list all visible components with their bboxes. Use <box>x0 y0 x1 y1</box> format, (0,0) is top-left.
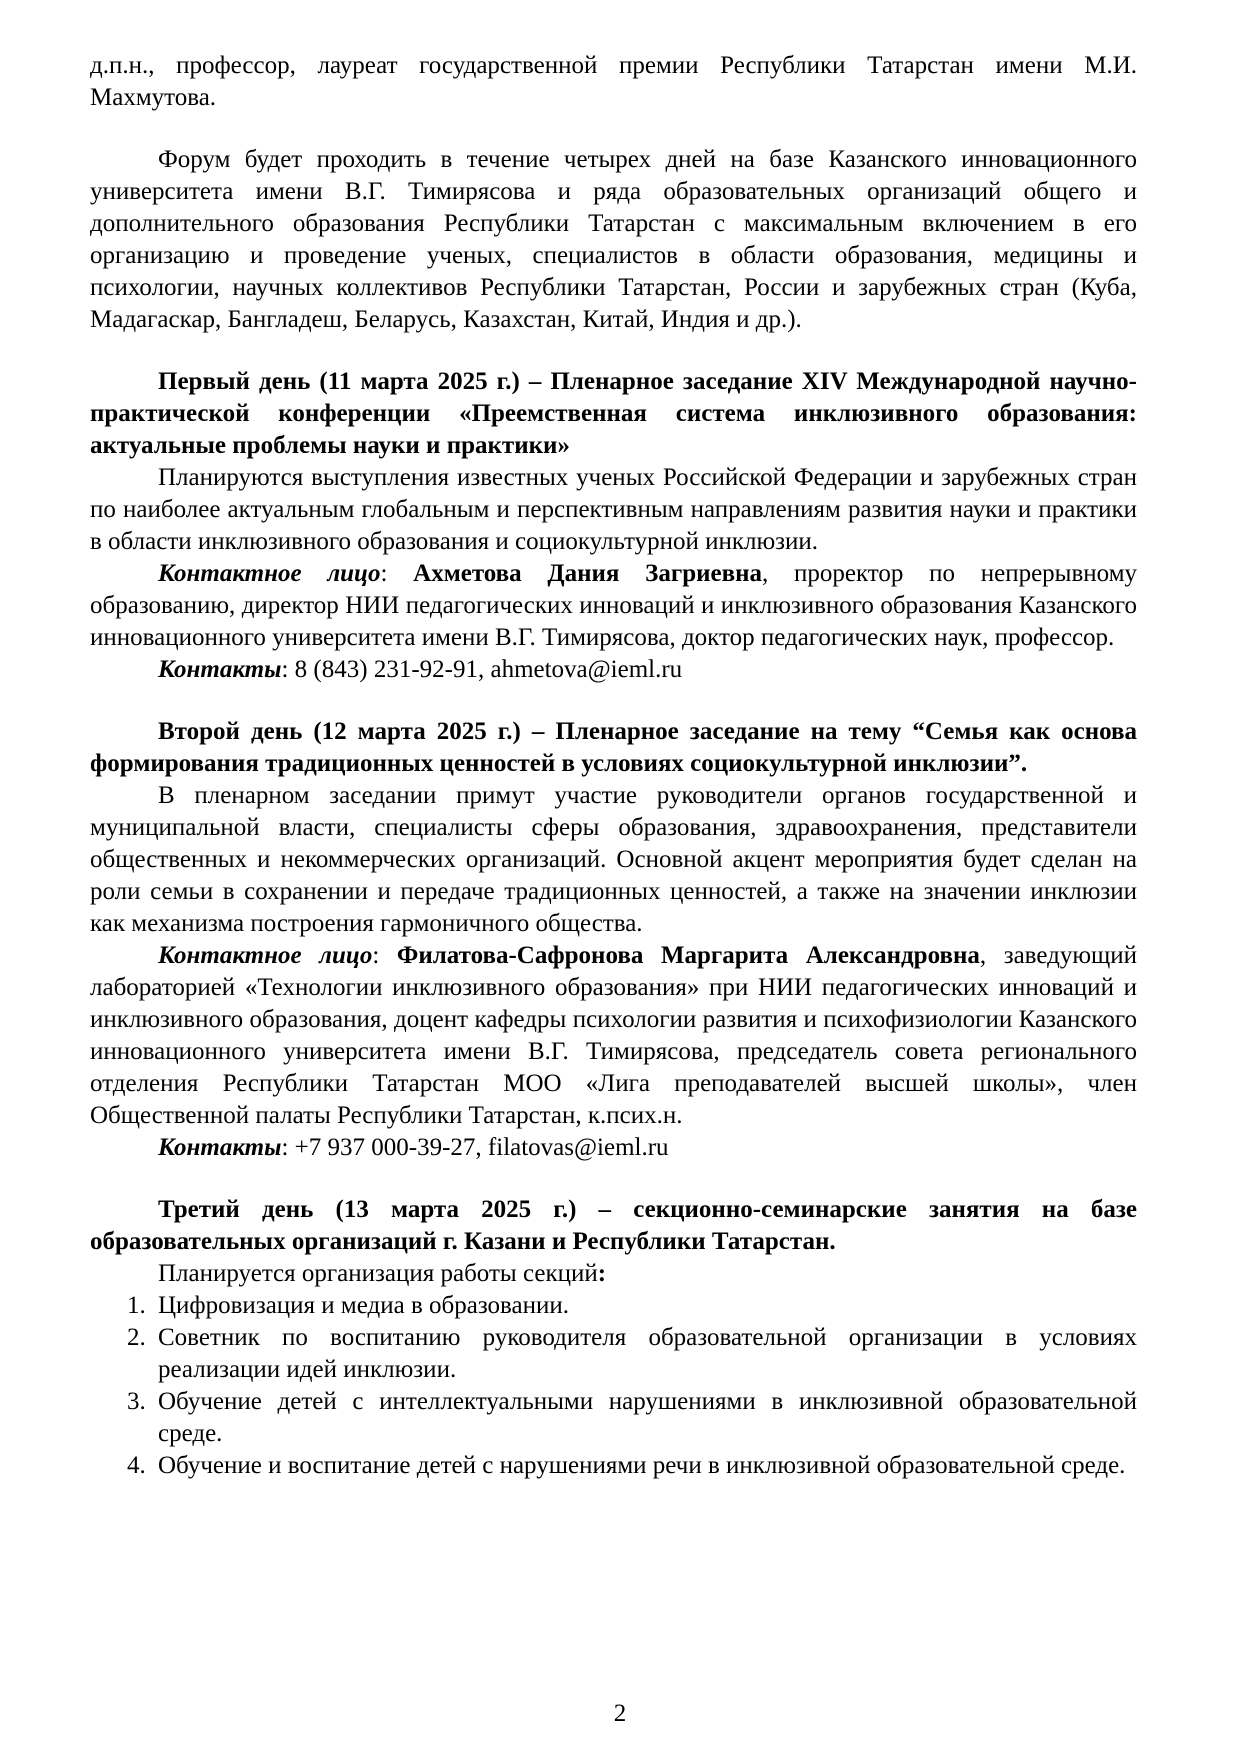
day1-contact-colon: : <box>380 560 414 587</box>
day1-heading: Первый день (11 марта 2025 г.) – Пленарное заседание XIV Международной научно-практической конференции «Преемственная система инклюзивного образования: актуальные проблемы науки и практики» <box>90 368 1137 459</box>
day1-contact-person-details: , проректор по непрерывному образованию, директор НИИ педагогических инноваций и инклюзивного образования Казанского инновационного университета имени В.Г. Тимирясова, доктор педагогических наук, профессор. <box>90 560 1138 651</box>
sections-list <box>90 1290 1137 1482</box>
day1-contacts-colon: : <box>281 656 295 683</box>
list-item-2 <box>90 1322 1137 1386</box>
day2-contacts-label: Контакты <box>158 1134 282 1161</box>
list-item-1-number: 1. <box>127 1292 146 1319</box>
day2-contacts-paragraph <box>90 1132 1137 1164</box>
day2-body-paragraph: В пленарном заседании примут участие руководители органов государственной и муниципальной власти, специалисты сферы образования, здравоохранения, представители общественных и некоммерческих организаций. Основной акцент мероприятия будет сделан на роли семьи в сохранении и передаче традиционных ценностей, а также на значении инклюзии как механизма построения гармоничного общества. <box>90 782 1137 937</box>
day2-contact-paragraph <box>90 940 1137 1132</box>
day1-contact-person-label: Контактное лицо <box>158 560 381 587</box>
day3-heading: Третий день (13 марта 2025 г.) – секционно-семинарские занятия на базе образовательных организаций г. Казани и Республики Татарстан. <box>90 1196 1137 1255</box>
day1-contact-paragraph <box>90 558 1137 654</box>
list-item-1-text: Цифровизация и медиа в образовании. <box>158 1292 570 1319</box>
page-number: 2 <box>613 1700 627 1727</box>
list-item-4-text: Обучение и воспитание детей с нарушениями речи в инклюзивной образовательной среде. <box>158 1452 1126 1479</box>
day1-contacts-label: Контакты <box>158 656 282 683</box>
day2-contacts-colon: : <box>281 1134 295 1161</box>
day3-plan-paragraph <box>90 1258 1137 1290</box>
day3-plan-label: Планируется организация работы секций <box>158 1260 598 1287</box>
list-item-3-number: 3. <box>127 1388 146 1415</box>
list-item-4 <box>90 1450 1137 1482</box>
day2-heading: Второй день (12 марта 2025 г.) – Пленарное заседание на тему “Семья как основа формирования традиционных ценностей в условиях социокультурной инклюзии”. <box>90 718 1137 777</box>
document-content <box>90 50 1137 1482</box>
list-item-3 <box>90 1386 1137 1450</box>
paragraph-forum-overview: Форум будет проходить в течение четырех дней на базе Казанского инновационного университета имени В.Г. Тимирясова и ряда образовательных организаций общего и дополнительного образования Республики Татарстан с максимальным включением в его организацию и проведение ученых, специалистов в области образования, медицины и психологии, научных коллективов Республики Татарстан, России и зарубежных стран (Куба, Мадагаскар, Бангладеш, Беларусь, Казахстан, Китай, Индия и др.). <box>90 146 1137 333</box>
day2-contact-person-label: Контактное лицо <box>158 942 373 969</box>
day1-contact-person-name: Ахметова Дания Загриевна <box>413 560 763 587</box>
list-item-2-text: Советник по воспитанию руководителя образовательной организации в условиях реализации идей инклюзии. <box>158 1324 1137 1383</box>
list-item-4-number: 4. <box>127 1452 146 1479</box>
list-item-3-text: Обучение детей с интеллектуальными нарушениями в инклюзивной образовательной среде. <box>158 1388 1137 1447</box>
day2-contact-person-details: , заведующий лабораторией «Технологии инклюзивного образования» при НИИ педагогических инноваций и инклюзивного образования, доцент кафедры психологии развития и психофизиологии Казанского инновационного университета имени В.Г. Тимирясова, председатель совета регионального отделения Республики Татарстан МОО «Лига преподавателей высшей школы», член Общественной палаты Республики Татарстан, к.псих.н. <box>90 942 1138 1129</box>
day3-plan-colon: : <box>597 1260 607 1287</box>
day2-contact-colon: : <box>372 942 397 969</box>
day2-contact-person-name: Филатова-Сафронова Маргарита Александровна <box>396 942 980 969</box>
day1-contacts-paragraph <box>90 654 1137 686</box>
paragraph-degree-continuation: д.п.н., профессор, лауреат государственной премии Республики Татарстан имени М.И. Махмутова. <box>90 52 1137 111</box>
list-item-2-number: 2. <box>127 1324 146 1351</box>
day2-contacts-value: +7 937 000-39-27, filatovas@ieml.ru <box>294 1134 669 1161</box>
day1-contacts-value: 8 (843) 231-92-91, ahmetova@ieml.ru <box>294 656 683 683</box>
day1-plan-paragraph: Планируются выступления известных ученых Российской Федерации и зарубежных стран по наиболее актуальным глобальным и перспективным направлениям развития науки и практики в области инклюзивного образования и социокультурной инклюзии. <box>90 464 1137 555</box>
list-item-1 <box>90 1290 1137 1322</box>
